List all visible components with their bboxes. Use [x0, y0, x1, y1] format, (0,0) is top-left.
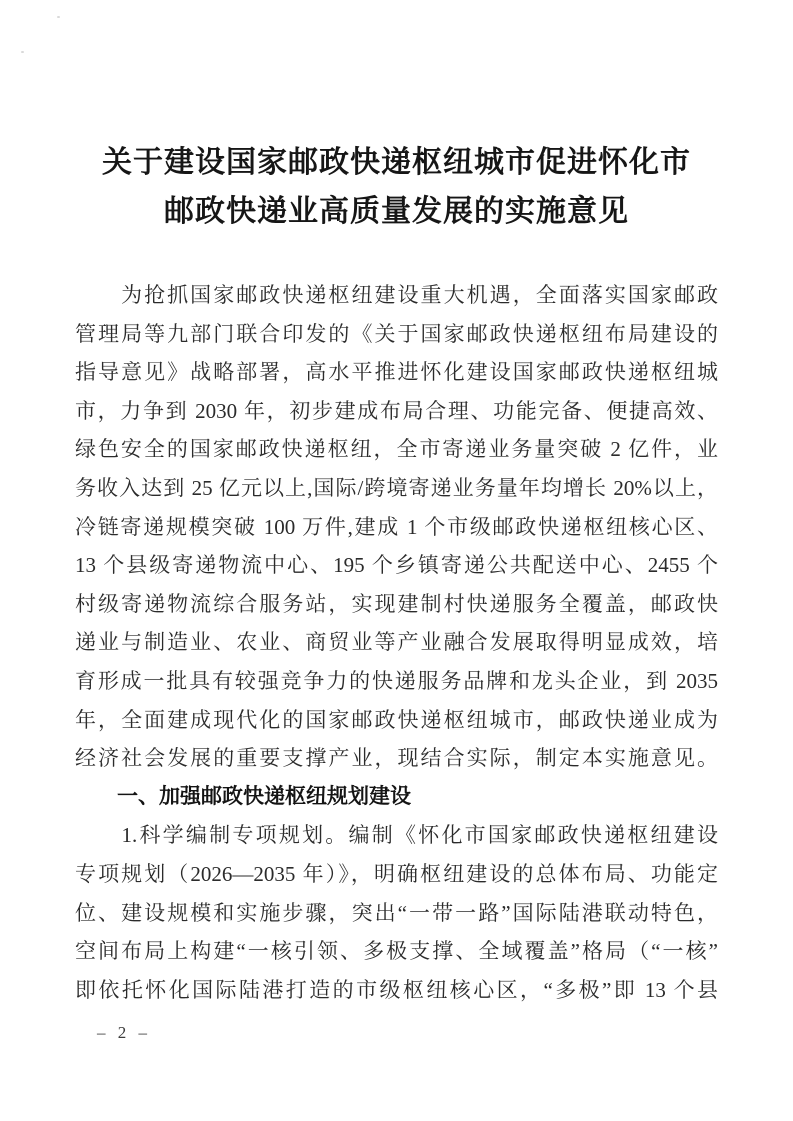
text-line: 1.科学编制专项规划。编制《怀化市国家邮政快递枢纽建设 [75, 823, 718, 848]
text-line: 务收入达到 25 亿元以上,国际/跨境寄递业务量年均增长 20%以上， [75, 475, 718, 500]
text-line: 绿色安全的国家邮政快递枢纽，全市寄递业务量突破 2 亿件，业 [75, 437, 718, 462]
scan-artifact [21, 51, 24, 53]
text-line: 育形成一批具有较强竞争力的快递服务品牌和龙头企业，到 2035 [75, 668, 718, 693]
scan-artifact [57, 16, 60, 18]
body-text [75, 276, 718, 1009]
text-line: 村级寄递物流综合服务站，实现建制村快递服务全覆盖，邮政快 [75, 591, 718, 616]
page-number: – 2 – [97, 1023, 151, 1042]
document-title [0, 138, 793, 236]
text-line: 即依托怀化国际陆港打造的市级枢纽核心区，“多极”即 13 个县 [75, 977, 718, 1002]
text-line: 市，力争到 2030 年，初步建成布局合理、功能完备、便捷高效、 [75, 398, 718, 423]
text-line: 管理局等九部门联合印发的《关于国家邮政快递枢纽布局建设的 [75, 321, 718, 346]
text-line: 年，全面建成现代化的国家邮政快递枢纽城市，邮政快递业成为 [75, 707, 718, 732]
text-line: 位、建设规模和实施步骤，突出“一带一路”国际陆港联动特色， [75, 900, 718, 925]
document-title-line-1: 关于建设国家邮政快递枢纽城市促进怀化市 [102, 146, 691, 179]
text-line: 指导意见》战略部署，高水平推进怀化建设国家邮政快递枢纽城 [75, 360, 718, 385]
document-title-line-2: 邮政快递业高质量发展的实施意见 [164, 195, 629, 228]
text-line: 为抢抓国家邮政快递枢纽建设重大机遇，全面落实国家邮政 [75, 283, 718, 307]
text-line: 空间布局上构建“一核引领、多极支撑、全域覆盖”格局（“一核” [75, 939, 718, 964]
section-heading: 一、加强邮政快递枢纽规划建设 [75, 784, 411, 808]
text-line: 专项规划（2026—2035 年）》，明确枢纽建设的总体布局、功能定 [75, 861, 718, 886]
text-line: 13 个县级寄递物流中心、195 个乡镇寄递公共配送中心、2455 个 [75, 553, 718, 578]
text-line: 经济社会发展的重要支撑产业，现结合实际，制定本实施意见。 [75, 746, 718, 771]
text-line: 冷链寄递规模突破 100 万件,建成 1 个市级邮政快递枢纽核心区、 [75, 514, 718, 539]
text-line: 递业与制造业、农业、商贸业等产业融合发展取得明显成效，培 [75, 630, 718, 655]
